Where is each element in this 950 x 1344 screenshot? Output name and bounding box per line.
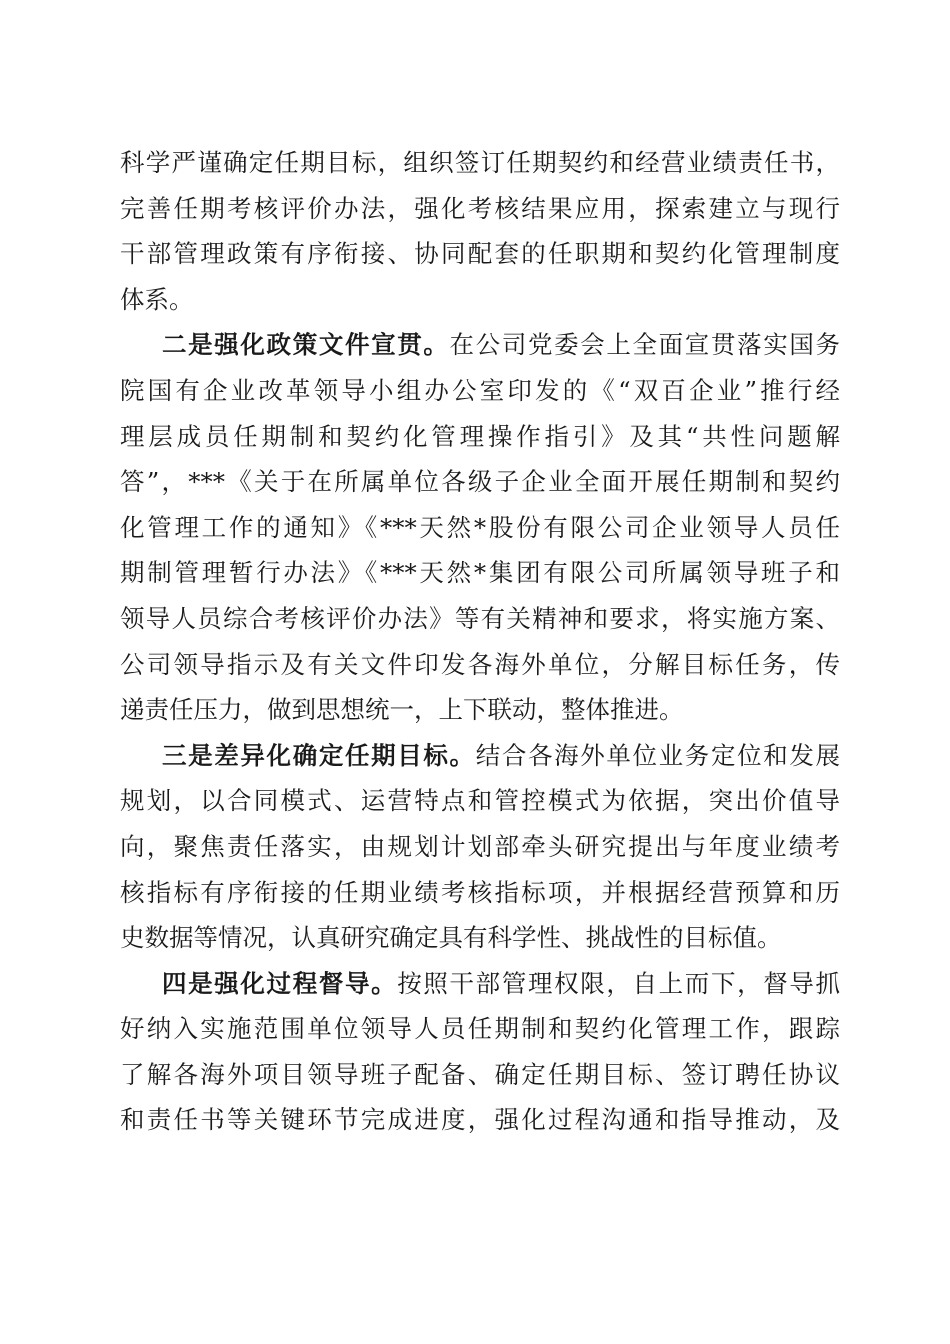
paragraph-text: 结合各海外单位业务定位和发展 [475,740,841,770]
paragraph-text: 按照干部管理权限，自上而下，督导抓 [397,968,841,998]
paragraph-line: 核指标有序衔接的任期业绩考核指标项，并根据经营预算和历 [120,877,840,907]
paragraph-text: 在公司党委会上全面宣贯落实国务 [449,330,841,360]
paragraph-line: 史数据等情况，认真研究确定具有科学性、挑战性的目标值。 [120,923,782,953]
paragraph-line: 院国有企业改革领导小组办公室印发的《“双百企业”推行经 [120,375,840,405]
paragraph-lead: 二是强化政策文件宣贯。 [162,330,450,360]
paragraph-line: 向，聚焦责任落实，由规划计划部牵头研究提出与年度业绩考 [120,831,840,861]
paragraph-line: 递责任压力，做到思想统一，上下联动，整体推进。 [120,695,684,725]
paragraph-line: 好纳入实施范围单位领导人员任期制和契约化管理工作，跟踪 [120,1014,840,1044]
paragraph-first-line [120,733,840,779]
paragraph-lead: 四是强化过程督导。 [162,968,398,998]
paragraph-first-line [120,961,840,1007]
paragraph-line: 科学严谨确定任期目标，组织签订任期契约和经营业绩责任书， [120,148,840,177]
paragraph-line: 领导人员综合考核评价办法》等有关精神和要求，将实施方案、 [120,603,840,633]
paragraph-line: 理层成员任期制和契约化管理操作指引》及其“共性问题解 [120,421,840,451]
paragraph-line: 规划，以合同模式、运营特点和管控模式为依据，突出价值导 [120,786,840,816]
paragraph-line: 干部管理政策有序衔接、协同配套的任职期和契约化管理制度 [120,239,840,269]
paragraph-line: 期制管理暂行办法》《***天然*集团有限公司所属领导班子和 [120,558,840,588]
paragraph-lead: 三是差异化确定任期目标。 [162,740,476,770]
paragraph-line: 了解各海外项目领导班子配备、确定任期目标、签订聘任协议 [120,1059,840,1089]
paragraph-line: 和责任书等关键环节完成进度，强化过程沟通和指导推动，及 [120,1105,840,1135]
body-text [120,140,840,1143]
paragraph-line: 化管理工作的通知》《***天然*股份有限公司企业领导人员任 [120,512,840,542]
paragraph-line: 体系。 [120,284,194,314]
paragraph-line: 完善任期考核评价办法，强化考核结果应用，探索建立与现行 [120,193,840,223]
paragraph-line: 答”，***《关于在所属单位各级子企业全面开展任期制和契约 [120,467,840,497]
paragraph-first-line [120,322,840,368]
paragraph-line: 公司领导指示及有关文件印发各海外单位，分解目标任务，传 [120,649,840,679]
